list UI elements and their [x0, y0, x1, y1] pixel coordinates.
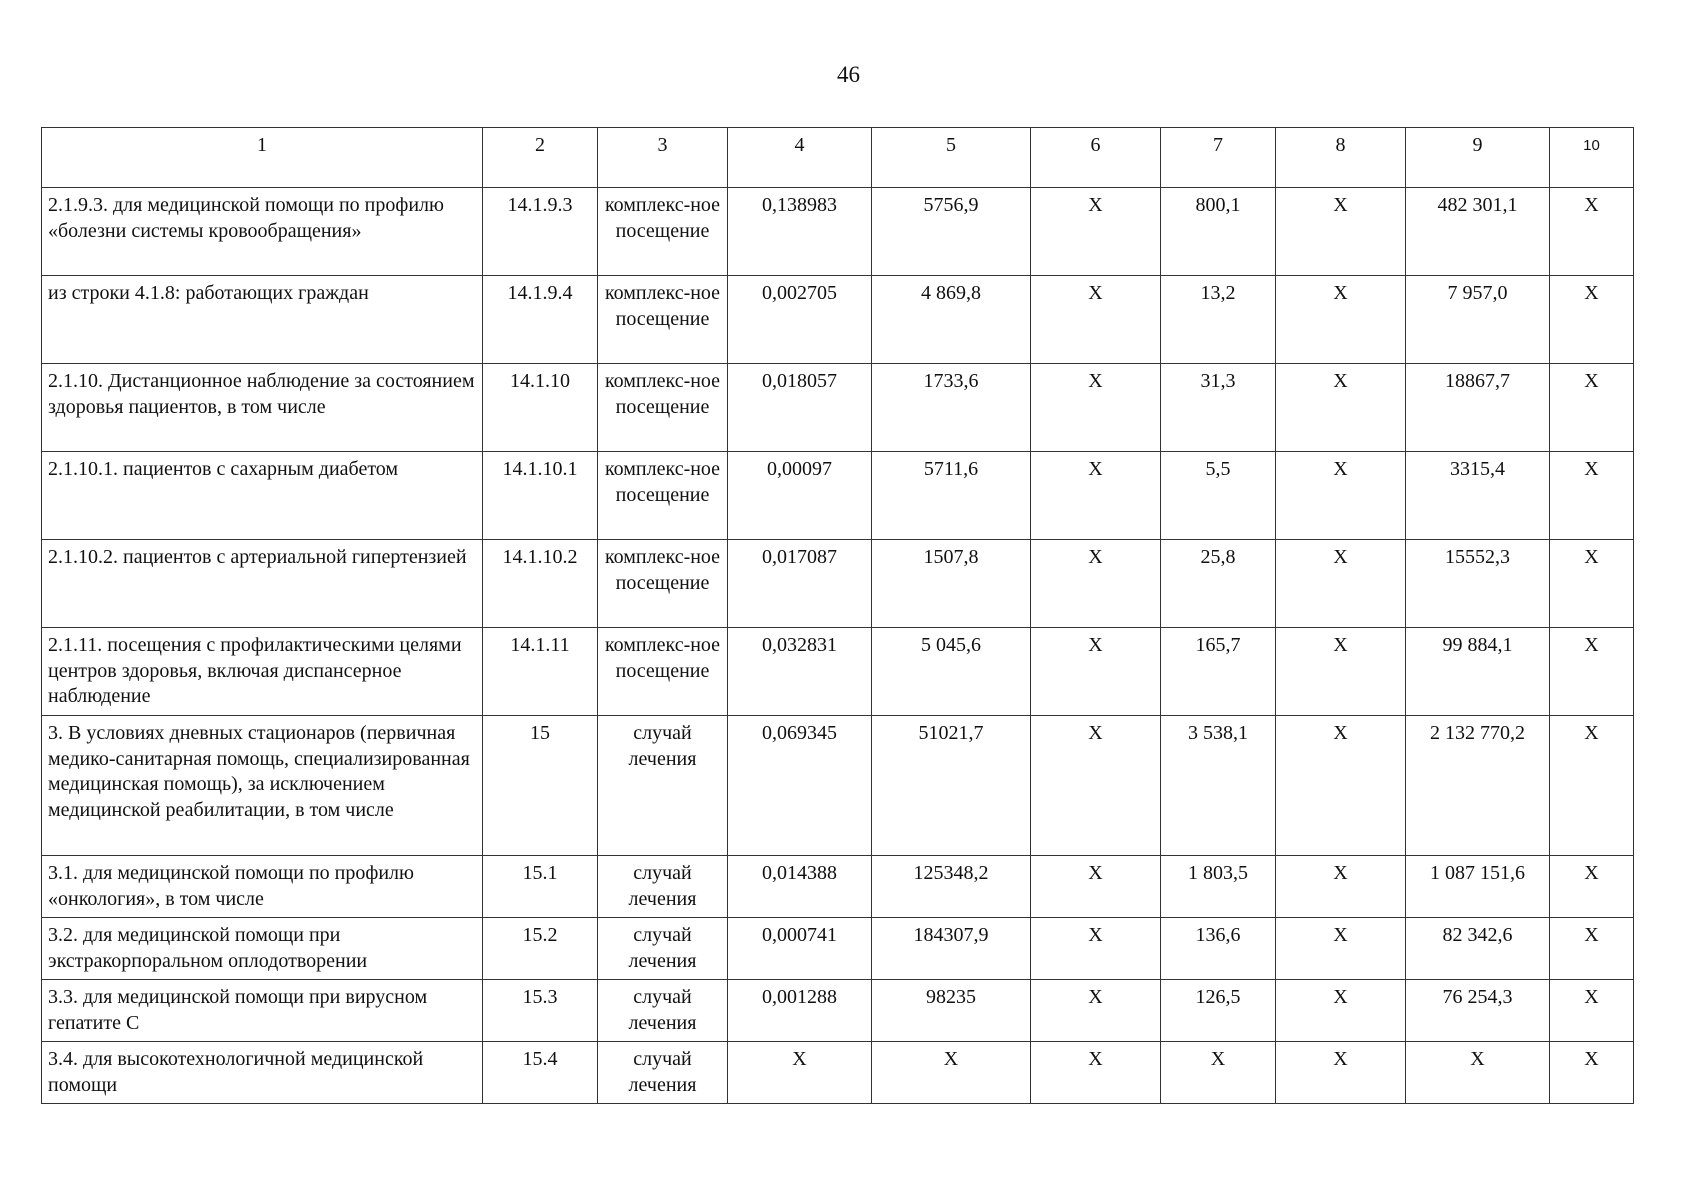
table-row — [42, 856, 1634, 918]
row-col4-cell: 0,000741 — [728, 918, 872, 980]
header-cell: 8 — [1276, 128, 1406, 188]
table-header-row — [42, 128, 1634, 188]
row-col8-cell: Х — [1276, 452, 1406, 540]
row-col6-cell: Х — [1031, 540, 1161, 628]
row-col9-cell: 82 342,6 — [1406, 918, 1550, 980]
row-col6-cell: Х — [1031, 1042, 1161, 1104]
header-cell: 4 — [728, 128, 872, 188]
table-row — [42, 1042, 1634, 1104]
row-col4-cell: 0,001288 — [728, 980, 872, 1042]
row-unit-cell: случай лечения — [598, 918, 728, 980]
row-col7-cell: 165,7 — [1161, 628, 1276, 716]
row-code-cell: 14.1.10 — [483, 364, 598, 452]
header-cell: 6 — [1031, 128, 1161, 188]
row-col4-cell: 0,138983 — [728, 188, 872, 276]
row-col9-cell: 15552,3 — [1406, 540, 1550, 628]
row-code-cell: 15.4 — [483, 1042, 598, 1104]
row-col9-cell: Х — [1406, 1042, 1550, 1104]
row-col10-cell: Х — [1550, 716, 1634, 856]
row-name-cell: 2.1.11. посещения с профилактическими целями центров здоровья, включая диспансерное наблюдение — [42, 628, 483, 716]
row-col5-cell: 4 869,8 — [872, 276, 1031, 364]
row-col9-cell: 7 957,0 — [1406, 276, 1550, 364]
row-col7-cell: 5,5 — [1161, 452, 1276, 540]
row-col4-cell: 0,002705 — [728, 276, 872, 364]
header-cell: 5 — [872, 128, 1031, 188]
row-col8-cell: Х — [1276, 364, 1406, 452]
table-row — [42, 276, 1634, 364]
row-col8-cell: Х — [1276, 980, 1406, 1042]
header-cell: 10 — [1550, 128, 1634, 188]
row-col5-cell: 51021,7 — [872, 716, 1031, 856]
row-col5-cell: 98235 — [872, 980, 1031, 1042]
header-cell: 2 — [483, 128, 598, 188]
row-name-cell: 3.2. для медицинской помощи при экстракорпоральном оплодотворении — [42, 918, 483, 980]
row-unit-cell: комплекс-ное посещение — [598, 276, 728, 364]
row-col7-cell: 3 538,1 — [1161, 716, 1276, 856]
row-col10-cell: Х — [1550, 540, 1634, 628]
row-name-cell: 2.1.9.3. для медицинской помощи по профилю «болезни системы кровообращения» — [42, 188, 483, 276]
row-col7-cell: 25,8 — [1161, 540, 1276, 628]
row-col6-cell: Х — [1031, 276, 1161, 364]
row-unit-cell: случай лечения — [598, 980, 728, 1042]
table-row — [42, 628, 1634, 716]
row-col10-cell: Х — [1550, 452, 1634, 540]
row-code-cell: 14.1.10.1 — [483, 452, 598, 540]
row-col8-cell: Х — [1276, 1042, 1406, 1104]
row-col5-cell: 5756,9 — [872, 188, 1031, 276]
header-cell: 7 — [1161, 128, 1276, 188]
row-col6-cell: Х — [1031, 716, 1161, 856]
row-col8-cell: Х — [1276, 276, 1406, 364]
data-table — [41, 127, 1634, 1104]
page-number: 46 — [837, 62, 860, 87]
row-name-cell: 2.1.10. Дистанционное наблюдение за состоянием здоровья пациентов, в том числе — [42, 364, 483, 452]
table-row — [42, 188, 1634, 276]
row-col9-cell: 76 254,3 — [1406, 980, 1550, 1042]
row-code-cell: 15.2 — [483, 918, 598, 980]
row-code-cell: 14.1.9.4 — [483, 276, 598, 364]
row-col10-cell: Х — [1550, 980, 1634, 1042]
table-row — [42, 452, 1634, 540]
row-unit-cell: комплекс-ное посещение — [598, 188, 728, 276]
row-col6-cell: Х — [1031, 918, 1161, 980]
row-col4-cell: 0,017087 — [728, 540, 872, 628]
row-col8-cell: Х — [1276, 918, 1406, 980]
row-col8-cell: Х — [1276, 540, 1406, 628]
row-col9-cell: 1 087 151,6 — [1406, 856, 1550, 918]
row-col10-cell: Х — [1550, 276, 1634, 364]
row-name-cell: 3. В условиях дневных стационаров (первичная медико-санитарная помощь, специализированная медицинская помощь), за исключением медицинской реабилитации, в том числе — [42, 716, 483, 856]
row-col6-cell: Х — [1031, 856, 1161, 918]
row-code-cell: 14.1.10.2 — [483, 540, 598, 628]
row-col5-cell: 5711,6 — [872, 452, 1031, 540]
row-col6-cell: Х — [1031, 980, 1161, 1042]
row-col5-cell: 184307,9 — [872, 918, 1031, 980]
row-col8-cell: Х — [1276, 628, 1406, 716]
header-cell: 1 — [42, 128, 483, 188]
row-unit-cell: случай лечения — [598, 856, 728, 918]
row-col9-cell: 18867,7 — [1406, 364, 1550, 452]
row-col7-cell: 136,6 — [1161, 918, 1276, 980]
table-row — [42, 364, 1634, 452]
row-col10-cell: Х — [1550, 188, 1634, 276]
row-name-cell: 3.3. для медицинской помощи при вирусном гепатите С — [42, 980, 483, 1042]
row-col10-cell: Х — [1550, 856, 1634, 918]
row-col10-cell: Х — [1550, 628, 1634, 716]
row-col9-cell: 3315,4 — [1406, 452, 1550, 540]
row-unit-cell: случай лечения — [598, 1042, 728, 1104]
row-col4-cell: 0,032831 — [728, 628, 872, 716]
row-code-cell: 15.1 — [483, 856, 598, 918]
row-col5-cell: 1507,8 — [872, 540, 1031, 628]
row-col7-cell: 800,1 — [1161, 188, 1276, 276]
row-col9-cell: 482 301,1 — [1406, 188, 1550, 276]
row-col9-cell: 99 884,1 — [1406, 628, 1550, 716]
row-col8-cell: Х — [1276, 188, 1406, 276]
row-col4-cell: 0,00097 — [728, 452, 872, 540]
row-col5-cell: 5 045,6 — [872, 628, 1031, 716]
row-code-cell: 14.1.9.3 — [483, 188, 598, 276]
row-col6-cell: Х — [1031, 364, 1161, 452]
table-row — [42, 540, 1634, 628]
row-name-cell: 3.1. для медицинской помощи по профилю «онкология», в том числе — [42, 856, 483, 918]
row-col10-cell: Х — [1550, 1042, 1634, 1104]
row-col4-cell: 0,018057 — [728, 364, 872, 452]
row-col8-cell: Х — [1276, 856, 1406, 918]
row-name-cell: 2.1.10.1. пациентов с сахарным диабетом — [42, 452, 483, 540]
row-col5-cell: 1733,6 — [872, 364, 1031, 452]
row-col10-cell: Х — [1550, 364, 1634, 452]
row-col7-cell: 31,3 — [1161, 364, 1276, 452]
row-col5-cell: Х — [872, 1042, 1031, 1104]
row-name-cell: из строки 4.1.8: работающих граждан — [42, 276, 483, 364]
row-name-cell: 2.1.10.2. пациентов с артериальной гипертензией — [42, 540, 483, 628]
header-cell: 9 — [1406, 128, 1550, 188]
row-col6-cell: Х — [1031, 628, 1161, 716]
row-col6-cell: Х — [1031, 452, 1161, 540]
row-unit-cell: комплекс-ное посещение — [598, 540, 728, 628]
row-col7-cell: 1 803,5 — [1161, 856, 1276, 918]
row-col5-cell: 125348,2 — [872, 856, 1031, 918]
row-col9-cell: 2 132 770,2 — [1406, 716, 1550, 856]
row-col4-cell: 0,014388 — [728, 856, 872, 918]
row-code-cell: 14.1.11 — [483, 628, 598, 716]
row-name-cell: 3.4. для высокотехнологичной медицинской помощи — [42, 1042, 483, 1104]
row-col6-cell: Х — [1031, 188, 1161, 276]
row-col4-cell: Х — [728, 1042, 872, 1104]
row-col4-cell: 0,069345 — [728, 716, 872, 856]
row-code-cell: 15.3 — [483, 980, 598, 1042]
table-row — [42, 980, 1634, 1042]
row-unit-cell: комплекс-ное посещение — [598, 364, 728, 452]
table-row — [42, 918, 1634, 980]
row-col7-cell: Х — [1161, 1042, 1276, 1104]
row-unit-cell: комплекс-ное посещение — [598, 628, 728, 716]
row-col7-cell: 13,2 — [1161, 276, 1276, 364]
row-col8-cell: Х — [1276, 716, 1406, 856]
row-code-cell: 15 — [483, 716, 598, 856]
row-col10-cell: Х — [1550, 918, 1634, 980]
header-cell: 3 — [598, 128, 728, 188]
row-unit-cell: случай лечения — [598, 716, 728, 856]
row-unit-cell: комплекс-ное посещение — [598, 452, 728, 540]
row-col7-cell: 126,5 — [1161, 980, 1276, 1042]
table-row — [42, 716, 1634, 856]
